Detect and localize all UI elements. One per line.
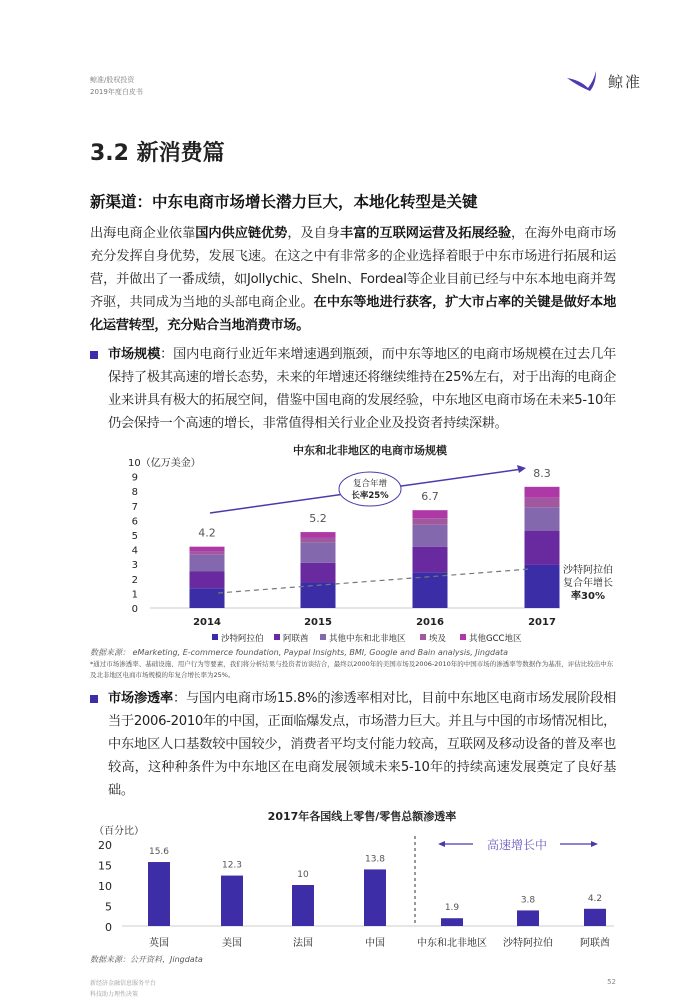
whale-logo-icon xyxy=(566,70,600,92)
data-label: 3.8 xyxy=(520,895,536,906)
intro-paragraph xyxy=(90,222,616,337)
bold-text: 在中东等地进行获客，扩大市占率的关键是做好本地化运营转型，充分贴合当地消费市场。 xyxy=(90,295,616,333)
x-tick-label: 英国 xyxy=(149,938,169,949)
text-segment: ：国内电商行业近年来增速遇到瓶颈，而中东等地区的电商市场规模在过去几年保持了极其高速的增长态势，未来的年增速还将继续维持在25%左右，对于出海的电商企业来讲具有极大的拓展空间，借鉴中国电商的发展经验，中东地区电商市场在未来5-10年仍会保持一个高速的增长，非常值得相关行业企业及投资者持续深耕。 xyxy=(108,347,616,431)
legend-label: 埃及 xyxy=(429,634,447,644)
bullet-market-size xyxy=(90,343,616,435)
y-tick-label: 20 xyxy=(98,839,112,852)
x-tick-label: 沙特阿拉伯 xyxy=(503,938,553,949)
data-label: 15.6 xyxy=(148,847,170,858)
stacked-bar-segment xyxy=(525,565,560,608)
chart-title: 2017年各国线上零售/零售总额渗透率 xyxy=(267,810,457,823)
bullet-penetration xyxy=(90,687,616,802)
total-label: 4.2 xyxy=(198,526,216,540)
legend-label: 其他GCC地区 xyxy=(469,634,522,644)
high-growth-label: 高速增长中 xyxy=(486,838,548,852)
footer-row xyxy=(90,978,616,1000)
cagr-label: 长率25% xyxy=(351,491,389,501)
bar xyxy=(517,910,539,926)
section-title: 3.2 新消费篇 xyxy=(90,141,225,166)
text-segment: 出海电商企业依靠 xyxy=(90,226,196,241)
legend-swatch xyxy=(420,634,426,640)
y-tick-label: 6 xyxy=(131,516,138,528)
legend-label: 其他中东和北非地区 xyxy=(329,634,406,644)
stacked-bar-segment xyxy=(525,487,560,498)
y-tick-label: 9 xyxy=(131,472,138,484)
source-2: 数据来源：公开资料，Jingdata xyxy=(90,955,203,964)
bold-text: 市场渗透率 xyxy=(108,691,173,706)
bold-text: 丰富的互联网运营及拓展经验 xyxy=(339,226,511,241)
stacked-bar-segment xyxy=(301,538,336,542)
bullet-square-icon xyxy=(90,695,98,703)
y-tick-label: 5 xyxy=(105,900,112,914)
x-tick-label: 2014 xyxy=(193,617,221,628)
y-tick-label: 15 xyxy=(98,859,112,873)
text-segment: ，及自身 xyxy=(287,226,340,241)
x-tick-label: 法国 xyxy=(293,938,313,949)
sa-cagr-label: 复合年增长 xyxy=(563,578,613,589)
x-tick-label: 中国 xyxy=(365,938,385,949)
total-label: 5.2 xyxy=(309,512,327,526)
bar xyxy=(364,869,386,926)
legend-label: 沙特阿拉伯 xyxy=(221,634,264,644)
arrow-right-icon xyxy=(591,841,598,847)
stacked-bar-segment xyxy=(301,532,336,538)
data-label: 13.8 xyxy=(364,854,386,865)
source-1: 数据来源： eMarketing, E-commerce foundation, Paypal Insights, BMI, Google and Bain analysis, Jingdata xyxy=(90,648,509,657)
chart-market-size xyxy=(100,441,616,647)
bar xyxy=(441,918,463,926)
stacked-bar-segment xyxy=(413,510,448,518)
y-tick-label: 7 xyxy=(131,501,138,513)
stacked-bar-segment xyxy=(190,547,225,551)
y-tick-label: 0 xyxy=(131,604,138,615)
footer-line2: 科技助力理性决策 xyxy=(90,991,139,998)
footer-line1: 新经济金融信息服务平台 xyxy=(90,980,157,987)
sa-cagr-label: 率30% xyxy=(571,591,605,602)
y-tick-label: 2 xyxy=(131,574,138,586)
total-label: 6.7 xyxy=(421,490,439,504)
data-label: 12.3 xyxy=(221,860,243,871)
x-tick-label: 阿联酋 xyxy=(580,938,610,949)
legend-swatch xyxy=(320,634,326,640)
legend-label: 阿联酋 xyxy=(283,634,309,644)
stacked-bar-segment xyxy=(190,588,225,608)
y-tick-label: 1 xyxy=(131,589,138,601)
data-label: 4.2 xyxy=(587,893,603,904)
bold-text: 市场规模 xyxy=(108,347,161,362)
arrow-head-icon xyxy=(517,465,526,473)
x-tick-label: 2017 xyxy=(528,617,556,628)
y-axis-label: 10（亿万美金） xyxy=(128,458,201,469)
bullet-text xyxy=(108,343,616,435)
legend-swatch xyxy=(460,634,466,640)
text-segment: ，在海外电商市场充分发挥自身优势，发展飞速。在这之中有非常多的企业选择着眼于中东市场进行拓展和运营，并做出了一番成绩，如Jollychic、SheIn、Fordeal等企业目前已经与中东本地电商并驾齐驱，共同成为当地的头部电商企业。 xyxy=(90,226,616,310)
stacked-bar-segment xyxy=(413,518,448,525)
stacked-bar-segment xyxy=(525,507,560,530)
y-tick-label: 10 xyxy=(98,880,112,893)
y-tick-label: 5 xyxy=(131,531,138,542)
stacked-bar-segment xyxy=(525,531,560,565)
y-axis-label: （百分比） xyxy=(94,826,144,837)
cagr-label: 复合年增 xyxy=(352,479,388,489)
total-label: 8.3 xyxy=(533,466,551,480)
x-tick-label: 美国 xyxy=(222,938,242,949)
x-tick-label: 2016 xyxy=(416,617,444,628)
chart-title: 中东和北非地区的电商市场规模 xyxy=(293,444,447,457)
text-segment: ：与国内电商市场15.8%的渗透率相对比，目前中东地区电商市场发展阶段相当于2006-2010年的中国，正面临爆发点，市场潜力巨大。并且与中国的市场情况相比，中东地区人口基数较中国较少，消费者平均支付能力较高，互联网及移动设备的普及率也较高，这种种条件为中东地区在电商发展领域未来5-10年的持续高速发展奠定了良好基础。 xyxy=(108,691,617,798)
stacked-bar-segment xyxy=(190,572,225,589)
data-label: 1.9 xyxy=(444,903,460,914)
content-column xyxy=(90,222,616,1000)
sa-cagr-label: 沙特阿拉伯 xyxy=(563,565,613,576)
y-tick-label: 3 xyxy=(131,560,138,572)
bullet-text xyxy=(108,687,616,802)
bar xyxy=(292,885,314,926)
sa-trend-line xyxy=(218,569,530,593)
bar xyxy=(148,862,170,926)
footnote-1: *通过市场渗透率、基础设施、用户行为等要素，我们将分析结果与投资者访谈结合，最终以2000年的美国市场及2006-2010年的中国市场的渗透率等数据作为基准，评估比较出中东及北非地区电商市场规模的年复合增长率为25%。 xyxy=(90,660,614,679)
page-number: 52 xyxy=(607,978,616,986)
y-tick-label: 8 xyxy=(131,487,138,499)
footer xyxy=(90,978,156,1000)
stacked-bar-segment xyxy=(301,542,336,562)
arrow-left-icon xyxy=(438,841,445,847)
bar xyxy=(584,909,606,926)
stacked-bar-segment xyxy=(413,547,448,573)
header-line2: 2019年度白皮书 xyxy=(90,88,143,96)
legend-swatch xyxy=(274,634,280,640)
data-label: 10 xyxy=(297,870,309,880)
brand-logo xyxy=(566,70,642,92)
header-line1: 鲸准/股权投资 xyxy=(90,76,135,84)
stacked-bar-segment xyxy=(301,582,336,608)
header-text xyxy=(90,74,143,98)
bold-text: 国内供应链优势 xyxy=(195,226,288,241)
y-tick-label: 4 xyxy=(131,545,138,557)
bar xyxy=(221,876,243,926)
stacked-bar-segment xyxy=(525,498,560,507)
y-tick-label: 0 xyxy=(105,921,112,934)
x-tick-label: 2015 xyxy=(304,617,332,628)
bullet-square-icon xyxy=(90,351,98,359)
chart-penetration xyxy=(90,806,616,954)
stacked-bar-segment xyxy=(190,555,225,572)
x-tick-label: 中东和北非地区 xyxy=(417,938,487,949)
brand-name: 鲸准 xyxy=(608,72,643,91)
stacked-bar-segment xyxy=(301,563,336,583)
legend-swatch xyxy=(212,634,218,640)
subtitle: 新渠道：中东电商市场增长潜力巨大，本地化转型是关键 xyxy=(90,193,478,211)
stacked-bar-segment xyxy=(413,525,448,547)
stacked-bar-segment xyxy=(190,551,225,555)
